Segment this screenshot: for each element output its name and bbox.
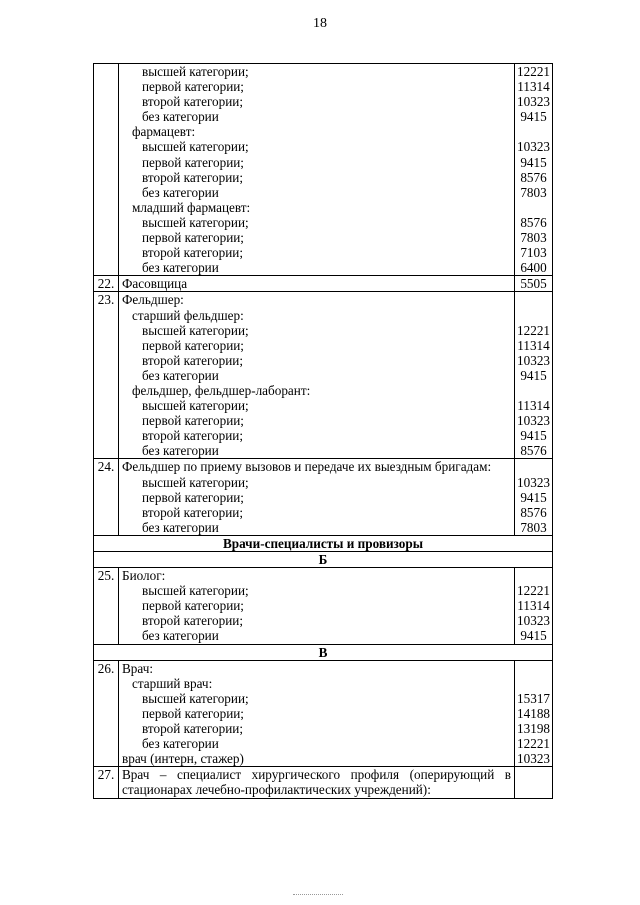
position-label: второй категории; <box>142 245 244 261</box>
salary-value: 9415 <box>520 628 547 644</box>
salary-value: 7103 <box>520 245 547 261</box>
position-label: старший врач: <box>132 675 213 691</box>
position-label: второй категории; <box>142 428 244 444</box>
salary-value: 10323 <box>517 139 550 155</box>
row-number: 26. <box>94 660 119 767</box>
position-label: высшей категории; <box>142 583 249 599</box>
salary-value: 9415 <box>520 367 547 383</box>
position-label: второй категории; <box>142 94 244 110</box>
salary-value: 7803 <box>520 230 547 246</box>
salary-value: 10323 <box>517 94 550 110</box>
salary-value: 11314 <box>517 337 550 353</box>
salary-cell <box>515 64 553 276</box>
position-cell <box>119 767 515 798</box>
salary-value: 12221 <box>517 322 550 338</box>
salary-cell <box>515 568 553 644</box>
salary-value: 8576 <box>520 443 547 459</box>
salary-value: 9415 <box>520 154 547 170</box>
salary-value: 9415 <box>520 489 547 505</box>
salary-value: 10323 <box>517 352 550 368</box>
salary-value: 10323 <box>517 474 550 490</box>
salary-value: 6400 <box>520 260 547 276</box>
salary-value: 8576 <box>520 504 547 520</box>
salary-table-body <box>94 64 553 799</box>
position-label: высшей категории; <box>142 214 249 230</box>
row-number: 24. <box>94 459 119 535</box>
position-label: высшей категории; <box>142 322 249 338</box>
position-cell <box>119 276 515 292</box>
position-label: высшей категории; <box>142 690 249 706</box>
position-label: Фасовщица <box>122 276 188 292</box>
position-label: высшей категории; <box>142 139 249 155</box>
position-label: первой категории; <box>142 413 244 429</box>
position-label: первой категории; <box>142 154 244 170</box>
salary-value: 7803 <box>520 184 547 200</box>
salary-value: 12221 <box>517 583 550 599</box>
salary-value: 12221 <box>517 64 550 79</box>
salary-value: 8576 <box>520 169 547 185</box>
row-number: 27. <box>94 767 119 798</box>
salary-value <box>517 292 550 307</box>
position-label: первой категории; <box>142 79 244 95</box>
salary-value <box>517 383 550 398</box>
salary-value <box>517 308 550 323</box>
position-label: Врач – специалист хирургического профиля (оперирующий в стационарах лечебно-профилактических учреждений): <box>122 767 512 798</box>
salary-value: 10323 <box>517 413 550 429</box>
section-header-row <box>94 644 553 660</box>
position-cell <box>119 64 515 276</box>
section-header: В <box>94 644 553 660</box>
table-row <box>94 459 553 535</box>
salary-value: 10323 <box>517 613 550 629</box>
salary-value <box>517 568 550 583</box>
table-row <box>94 568 553 644</box>
position-label: первой категории; <box>142 489 244 505</box>
salary-value: 8576 <box>520 214 547 230</box>
position-label: второй категории; <box>142 721 244 737</box>
bottom-mark <box>293 894 343 899</box>
position-label: без категории <box>142 109 219 125</box>
salary-value <box>517 661 550 676</box>
row-number: 22. <box>94 276 119 292</box>
position-label: врач (интерн, стажер) <box>122 751 244 767</box>
salary-value: 14188 <box>517 705 550 721</box>
position-label: без категории <box>142 367 219 383</box>
table-row <box>94 767 553 798</box>
position-label: высшей категории; <box>142 64 249 79</box>
position-cell <box>119 292 515 459</box>
position-cell <box>119 568 515 644</box>
position-label: старший фельдшер: <box>132 307 244 323</box>
row-number: 25. <box>94 568 119 644</box>
position-label: первой категории; <box>142 230 244 246</box>
salary-table <box>93 63 553 799</box>
salary-value: 7803 <box>520 519 547 535</box>
position-cell <box>119 459 515 535</box>
section-header: Б <box>94 552 553 568</box>
salary-value <box>517 767 550 797</box>
section-header-row <box>94 552 553 568</box>
position-label: без категории <box>142 443 219 459</box>
salary-value: 10323 <box>517 751 550 767</box>
table-row <box>94 292 553 459</box>
position-label: фельдшер, фельдшер-лаборант: <box>132 382 311 398</box>
position-label: первой категории; <box>142 598 244 614</box>
position-label: первой категории; <box>142 705 244 721</box>
position-label: без категории <box>142 184 219 200</box>
position-cell <box>119 660 515 767</box>
salary-value: 11314 <box>517 79 550 95</box>
position-label: второй категории; <box>142 352 244 368</box>
salary-value <box>517 200 550 215</box>
position-label: первой категории; <box>142 337 244 353</box>
position-label: второй категории; <box>142 504 244 520</box>
table-row <box>94 276 553 292</box>
salary-cell <box>515 660 553 767</box>
position-label: высшей категории; <box>142 398 249 414</box>
salary-value <box>517 676 550 691</box>
position-label: без категории <box>142 736 219 752</box>
salary-cell <box>515 767 553 798</box>
position-label: Врач: <box>122 660 154 676</box>
position-label: без категории <box>142 628 219 644</box>
row-number: 23. <box>94 292 119 459</box>
position-label: Фельдшер: <box>122 292 184 308</box>
row-number <box>94 64 119 276</box>
table-row <box>94 64 553 276</box>
section-header: Врачи-специалисты и провизоры <box>94 535 553 551</box>
position-label: фармацевт: <box>132 124 196 140</box>
salary-value: 11314 <box>517 598 550 614</box>
position-label: без категории <box>142 519 219 535</box>
position-label: высшей категории; <box>142 474 249 490</box>
position-label: младший фармацевт: <box>132 199 251 215</box>
salary-value: 9415 <box>520 428 547 444</box>
salary-value: 11314 <box>517 398 550 414</box>
position-label: второй категории; <box>142 169 244 185</box>
salary-value: 9415 <box>520 109 547 125</box>
section-header-row <box>94 535 553 551</box>
salary-value <box>517 124 550 139</box>
salary-cell <box>515 276 553 292</box>
table-row <box>94 660 553 767</box>
page-number: 18 <box>313 16 327 31</box>
salary-value: 5505 <box>520 276 547 292</box>
salary-cell <box>515 459 553 535</box>
position-label: Биолог: <box>122 568 166 584</box>
position-label: второй категории; <box>142 613 244 629</box>
salary-value <box>517 459 550 474</box>
salary-value: 13198 <box>517 721 550 737</box>
position-label: без категории <box>142 260 219 276</box>
salary-value: 12221 <box>517 736 550 752</box>
position-label: Фельдшер по приему вызовов и передаче их выездным бригадам: <box>122 459 492 475</box>
salary-cell <box>515 292 553 459</box>
salary-value: 15317 <box>517 690 550 706</box>
